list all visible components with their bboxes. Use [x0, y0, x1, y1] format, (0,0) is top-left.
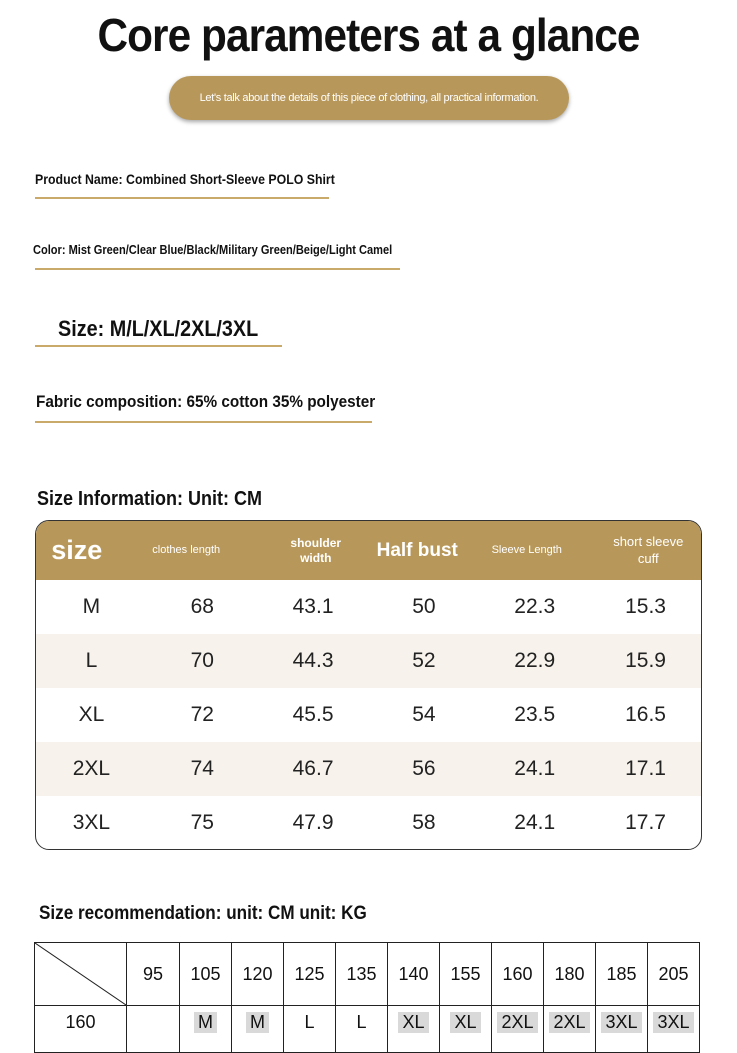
size-badge: XL — [450, 1012, 480, 1033]
value-cell: 17.1 — [625, 757, 666, 780]
recommended-size-cell — [180, 1006, 232, 1053]
value-cell: 74 — [190, 757, 214, 780]
weight-cell: 140 — [388, 943, 440, 1006]
size-cell: M — [82, 595, 101, 618]
subtitle-text: Let's talk about the details of this piece of clothing, all practical information. — [199, 92, 539, 104]
recommended-size-cell: L — [284, 1006, 336, 1053]
size-cell: XL — [78, 703, 105, 726]
value-cell: 43.1 — [292, 595, 334, 618]
weight-cell: 185 — [596, 943, 648, 1006]
value-cell: 46.7 — [292, 757, 334, 780]
size-info-table — [35, 520, 702, 850]
size-recommendation-title: Size recommendation: unit: CM unit: KG — [39, 903, 367, 924]
weight-cell: 160 — [492, 943, 544, 1006]
table-row — [36, 688, 701, 742]
table-row — [36, 742, 701, 796]
table-row — [36, 580, 701, 634]
size-badge: 2XL — [549, 1012, 589, 1033]
table-row — [35, 1006, 700, 1053]
weight-cell: 125 — [284, 943, 336, 1006]
size-options: Size: M/L/XL/2XL/3XL — [58, 316, 259, 341]
size-info-title: Size Information: Unit: CM — [37, 488, 262, 510]
size-cell: L — [85, 649, 98, 672]
header-clothes-length: clothes length — [152, 543, 221, 556]
page-title: Core parameters at a glance — [97, 9, 640, 61]
header-sleeve-length: Sleeve Length — [491, 543, 562, 556]
value-cell: 44.3 — [292, 649, 334, 672]
product-name-underline — [35, 197, 329, 199]
fabric-underline — [35, 421, 372, 423]
value-cell: 16.5 — [625, 703, 666, 726]
recommended-size-cell — [544, 1006, 596, 1053]
value-cell: 72 — [190, 703, 214, 726]
recommended-size-cell: L — [336, 1006, 388, 1053]
header-size: size — [51, 534, 103, 565]
value-cell: 24.1 — [514, 811, 556, 834]
weight-cell: 135 — [336, 943, 388, 1006]
header-shoulder-width: shoulder width — [290, 535, 342, 565]
weight-cell: 155 — [440, 943, 492, 1006]
fabric-composition: Fabric composition: 65% cotton 35% polyester — [36, 392, 376, 411]
size-table-header — [36, 521, 701, 580]
size-badge: 2XL — [497, 1012, 537, 1033]
weight-cell: 205 — [648, 943, 700, 1006]
value-cell: 58 — [412, 811, 436, 834]
diagonal-corner-cell — [35, 943, 127, 1006]
header-short-sleeve-cuff: short sleeve cuff — [613, 534, 684, 566]
product-name: Product Name: Combined Short-Sleeve POLO Shirt — [35, 171, 335, 187]
size-recommendation-table — [34, 942, 700, 1053]
recommended-size-cell — [648, 1006, 700, 1053]
recommended-size-cell — [127, 1006, 180, 1053]
header-half-bust: Half bust — [376, 539, 458, 561]
size-underline — [35, 345, 282, 347]
recommended-size-cell — [388, 1006, 440, 1053]
color-underline — [35, 268, 400, 270]
size-badge: XL — [398, 1012, 428, 1033]
value-cell: 50 — [412, 595, 436, 618]
value-cell: 52 — [412, 649, 436, 672]
size-cell: 2XL — [72, 757, 111, 780]
value-cell: 54 — [412, 703, 436, 726]
recommended-size-cell — [596, 1006, 648, 1053]
size-badge: 3XL — [601, 1012, 641, 1033]
size-cell: 3XL — [72, 811, 111, 834]
weight-cell: 95 — [127, 943, 180, 1006]
value-cell: 24.1 — [514, 757, 556, 780]
table-row — [36, 796, 701, 850]
value-cell: 23.5 — [514, 703, 556, 726]
recommended-size-cell — [492, 1006, 544, 1053]
value-cell: 47.9 — [292, 811, 334, 834]
weight-cell: 180 — [544, 943, 596, 1006]
value-cell: 68 — [190, 595, 214, 618]
value-cell: 70 — [190, 649, 214, 672]
value-cell: 15.3 — [625, 595, 666, 618]
value-cell: 17.7 — [625, 811, 666, 834]
subtitle-pill — [169, 76, 569, 120]
size-badge: M — [246, 1012, 269, 1033]
value-cell: 75 — [190, 811, 214, 834]
diagonal-line — [35, 943, 126, 1005]
color-options: Color: Mist Green/Clear Blue/Black/Military Green/Beige/Light Camel — [33, 242, 393, 257]
value-cell: 15.9 — [625, 649, 666, 672]
recommended-size-cell — [440, 1006, 492, 1053]
table-row — [36, 634, 701, 688]
weight-cell: 120 — [232, 943, 284, 1006]
weight-header-row — [35, 943, 700, 1006]
size-badge: 3XL — [653, 1012, 693, 1033]
value-cell: 22.9 — [514, 649, 556, 672]
weight-cell: 105 — [180, 943, 232, 1006]
height-cell: 160 — [35, 1006, 127, 1053]
value-cell: 56 — [412, 757, 436, 780]
value-cell: 45.5 — [292, 703, 334, 726]
recommended-size-cell — [232, 1006, 284, 1053]
value-cell: 22.3 — [514, 595, 556, 618]
size-badge: M — [194, 1012, 217, 1033]
